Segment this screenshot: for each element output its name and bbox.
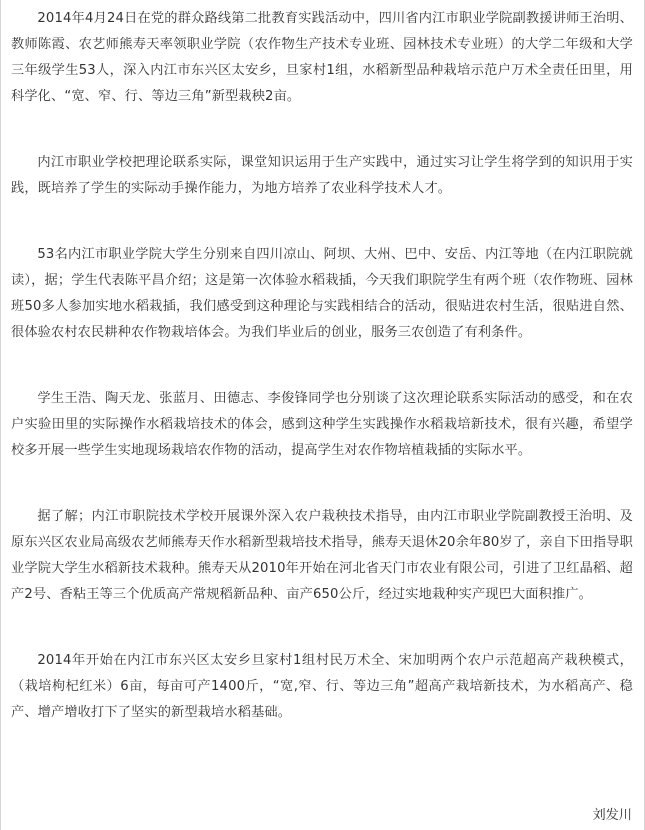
article-body: [11, 6, 633, 766]
paragraph-student-feedback: 学生王浩、陶天龙、张蓝月、田德志、李俊锋同学也分别谈了这次理论联系实际活动的感受，和在农户实验田里的实际操作水稻栽培技术的体会，感到这种学生实践操作水稻栽培新技术，很有兴趣，希望学校多开展一些学生实地现场栽培农作物的活动，提高学生对农作物培植栽插的实际水平。: [11, 391, 633, 458]
paragraph-intro: 2014年4月24日在党的群众路线第二批教育实践活动中，四川省内江市职业学院副教援讲师王治明、教师陈霞、农艺师熊寿天率领职业学院（农作物生产技术专业班、园林技术专业班）的大学二年级和大学三年级学生53人，深入内江市东兴区太安乡，旦家村1组，水稻新型品种栽培示范户万术全责任田里，用科学化、“宽、窄、行、等边三角”新型栽秧2亩。: [11, 11, 633, 104]
paragraph-students-origin: 53名内江市职业学院大学生分别来自四川凉山、阿坝、大州、巴中、安岳、内江等地（在内江职院就读），据；学生代表陈平昌介绍；这是第一次体验水稻栽插，今天我们职院学生有两个班（农作物班、园林班50多人参加实地水稻栽插，我们感受到这种理论与实践相结合的活动，很贴进农村生活，很贴进自然、很体验农村农民耕种农作物栽培体会。为我们毕业后的创业，服务三农创造了有利条件。: [11, 247, 633, 340]
paragraph-technical-guidance: 据了解；内江市职院技术学校开展课外深入农户栽秧技术指导，由内江市职业学院副教授王治明、及原东兴区农业局高级农艺师熊寿天作水稻新型栽培技术指导，熊寿天退休20余年80岁了，亲自下田指导职业学院大学生水稻新技术栽种。熊寿天从2010年开始在河北省天门市农业有限公司，引进了卫红晶稻、超产2号、香粘王等三个优质高产常规稻新品种、亩产650公斤，经过实地栽种实产现巴大面积推广。: [11, 509, 633, 602]
paragraph-demonstration: 2014年开始在内江市东兴区太安乡旦家村1组村民万术全、宋加明两个农户示范超高产栽秧模式，（栽培枸杞红米）6亩，每亩可产1400斤，“宽,窄、行、等边三角”超高产栽培新技术，为水稻高产、稳产、增产增收打下了坚实的新型栽培水稻基础。: [11, 653, 633, 720]
paragraph-theory-practice: 内江市职业学校把理论联系实际，课堂知识运用于生产实践中，通过实习让学生将学到的知识用于实践，既培养了学生的实际动手操作能力，为地方培养了农业科学技术人才。: [11, 155, 633, 196]
author-byline: 刘发川: [592, 808, 632, 823]
